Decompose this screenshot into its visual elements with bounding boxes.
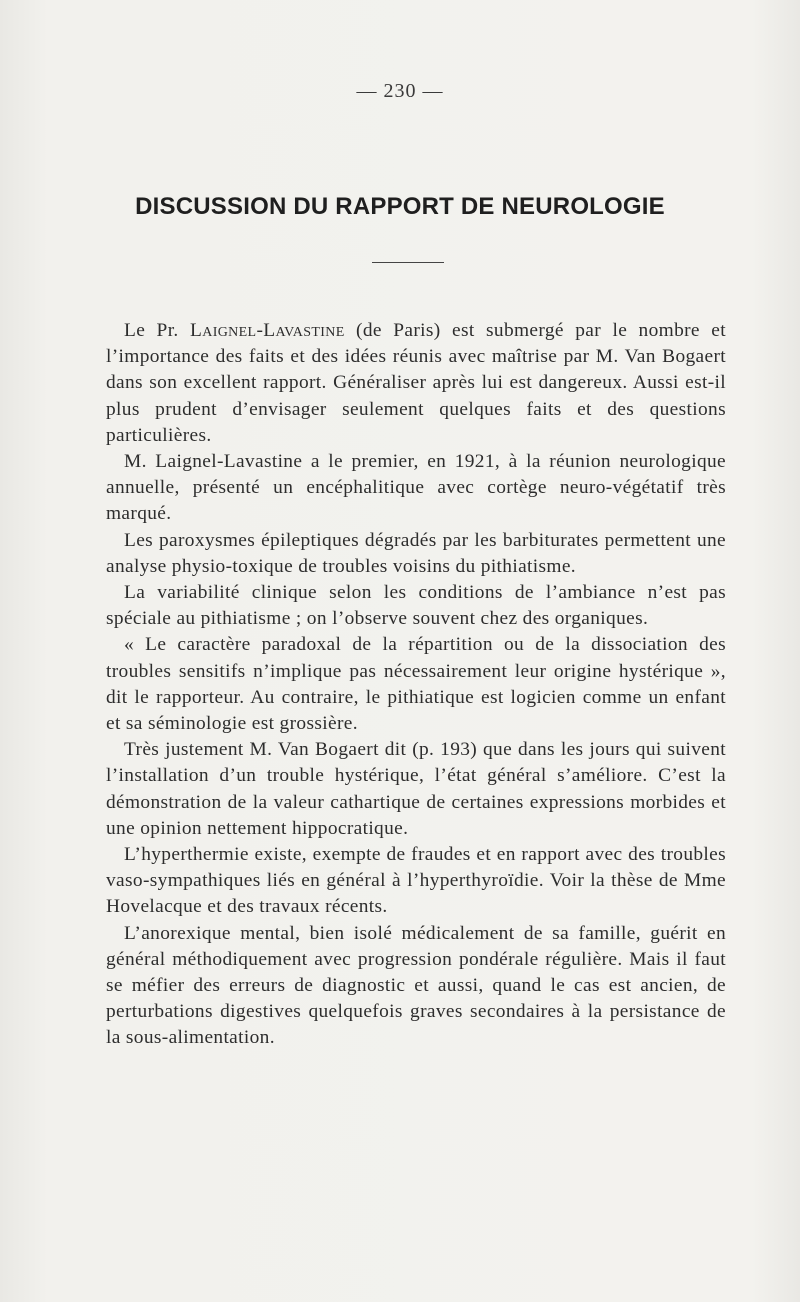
paragraph-4: La variabilité clinique selon les conditions de l’ambiance n’est pas spéciale au pithiatisme ; on l’observe souvent chez des organiques.	[106, 582, 726, 630]
paragraph-8: L’anorexique mental, bien isolé médicalement de sa famille, guérit en général méthodiquement avec progression pondérale régulière. Mais il faut se méfier des erreurs de diagnostic et aussi, quand le cas est ancien, de perturbations digestives quelquefois graves secondaires à la persistance de la sous-alimentation.	[106, 922, 726, 1049]
paragraph-1	[106, 318, 726, 449]
author-name: Laignel-Lavastine	[190, 320, 345, 341]
title-divider	[372, 262, 444, 263]
paragraph-7: L’hyperthermie existe, exempte de fraudes et en rapport avec des troubles vaso-sympathiques liés en général à l’hyperthyroïdie. Voir la thèse de Mme Hovelacque et des travaux récents.	[106, 844, 726, 918]
paragraph-6: Très justement M. Van Bogaert dit (p. 193) que dans les jours qui suivent l’installation d’un trouble hystérique, l’état général s’améliore. C’est la démonstration de la valeur cathartique de certaines expressions morbides et une opinion nettement hippocratique.	[106, 739, 726, 839]
paragraph-1-rest: (de Paris) est submergé par le nombre et l’importance des faits et des idées réunis avec maîtrise par M. Van Bogaert dans son excellent rapport. Généraliser après lui est dangereux. Aussi est-il plus prudent d’envisager seulement quelques faits et des questions particulières.	[106, 320, 726, 446]
paragraph-5: « Le caractère paradoxal de la répartition ou de la dissociation des troubles sensitifs n’implique pas nécessairement leur origine hystérique », dit le rapporteur. Au contraire, le pithiatique est logicien comme un enfant et sa séminologie est grossière.	[106, 634, 726, 735]
body-text	[106, 318, 726, 1052]
page-number: — 230 —	[356, 80, 444, 102]
paragraph-1-lead: Le Pr.	[124, 320, 191, 341]
paragraph-3: Les paroxysmes épileptiques dégradés par les barbiturates permettent une analyse physio-toxique de troubles voisins du pithiatisme.	[106, 529, 726, 577]
paragraph-2: M. Laignel-Lavastine a le premier, en 1921, à la réunion neurologique annuelle, présenté un encéphalitique avec cortège neuro-végétatif très marqué.	[106, 451, 726, 525]
page-title: DISCUSSION DU RAPPORT DE NEUROLOGIE	[135, 193, 665, 220]
